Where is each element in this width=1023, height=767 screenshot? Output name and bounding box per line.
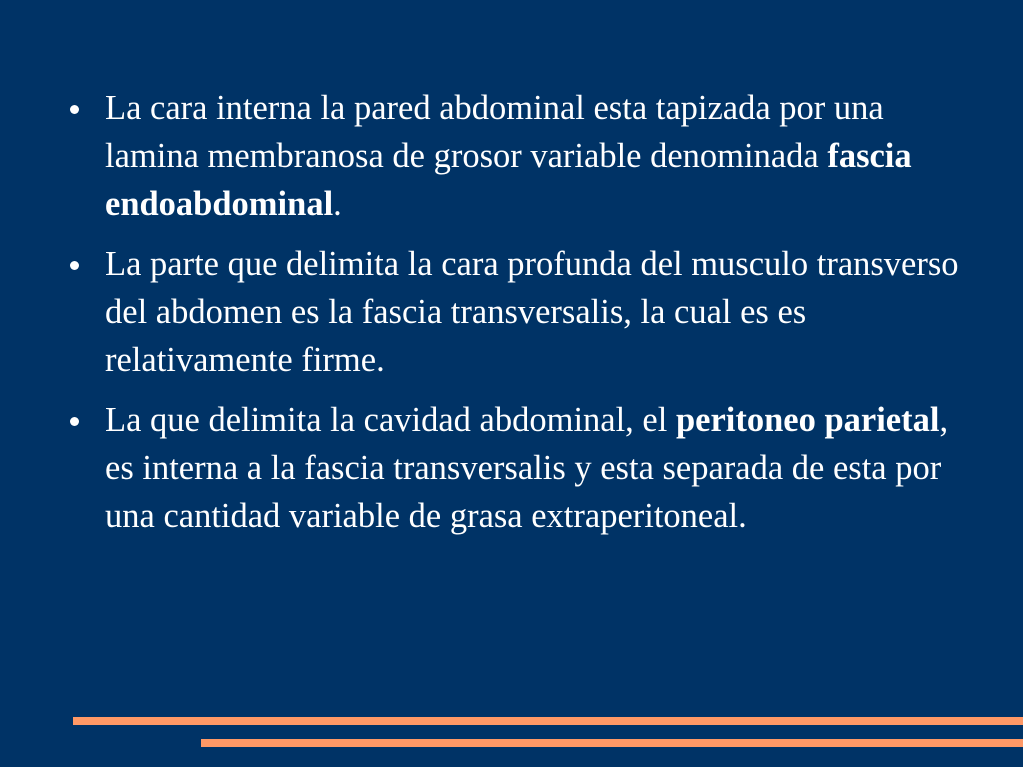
- bullet-bold-term: peritoneo parietal: [675, 401, 940, 439]
- bullet-dot-icon: [70, 261, 79, 270]
- accent-line-top: [73, 717, 1023, 725]
- bullet-item: [68, 396, 968, 540]
- bullet-text-end: .: [333, 185, 342, 223]
- bullet-text: La cara interna la pared abdominal esta tapizada por una lamina membranosa de grosor variable denominada: [105, 89, 884, 175]
- bullet-list: [68, 84, 968, 552]
- bullet-dot-icon: [70, 417, 79, 426]
- bullet-item: [68, 240, 968, 384]
- bullet-text-end: , es interna a la fascia transversalis y esta separada de esta por una cantidad variable de grasa extraperitoneal.: [105, 401, 949, 535]
- bullet-dot-icon: [70, 105, 79, 114]
- bullet-text: La que delimita la cavidad abdominal, el: [105, 401, 676, 439]
- bullet-bold-term: fascia endoabdominal: [105, 137, 912, 223]
- bullet-item: [68, 84, 968, 228]
- bullet-text: La parte que delimita la cara profunda del musculo transverso del abdomen es la fascia transversalis, la cual es es relativamente firme.: [105, 245, 959, 379]
- accent-line-bottom: [201, 739, 1023, 747]
